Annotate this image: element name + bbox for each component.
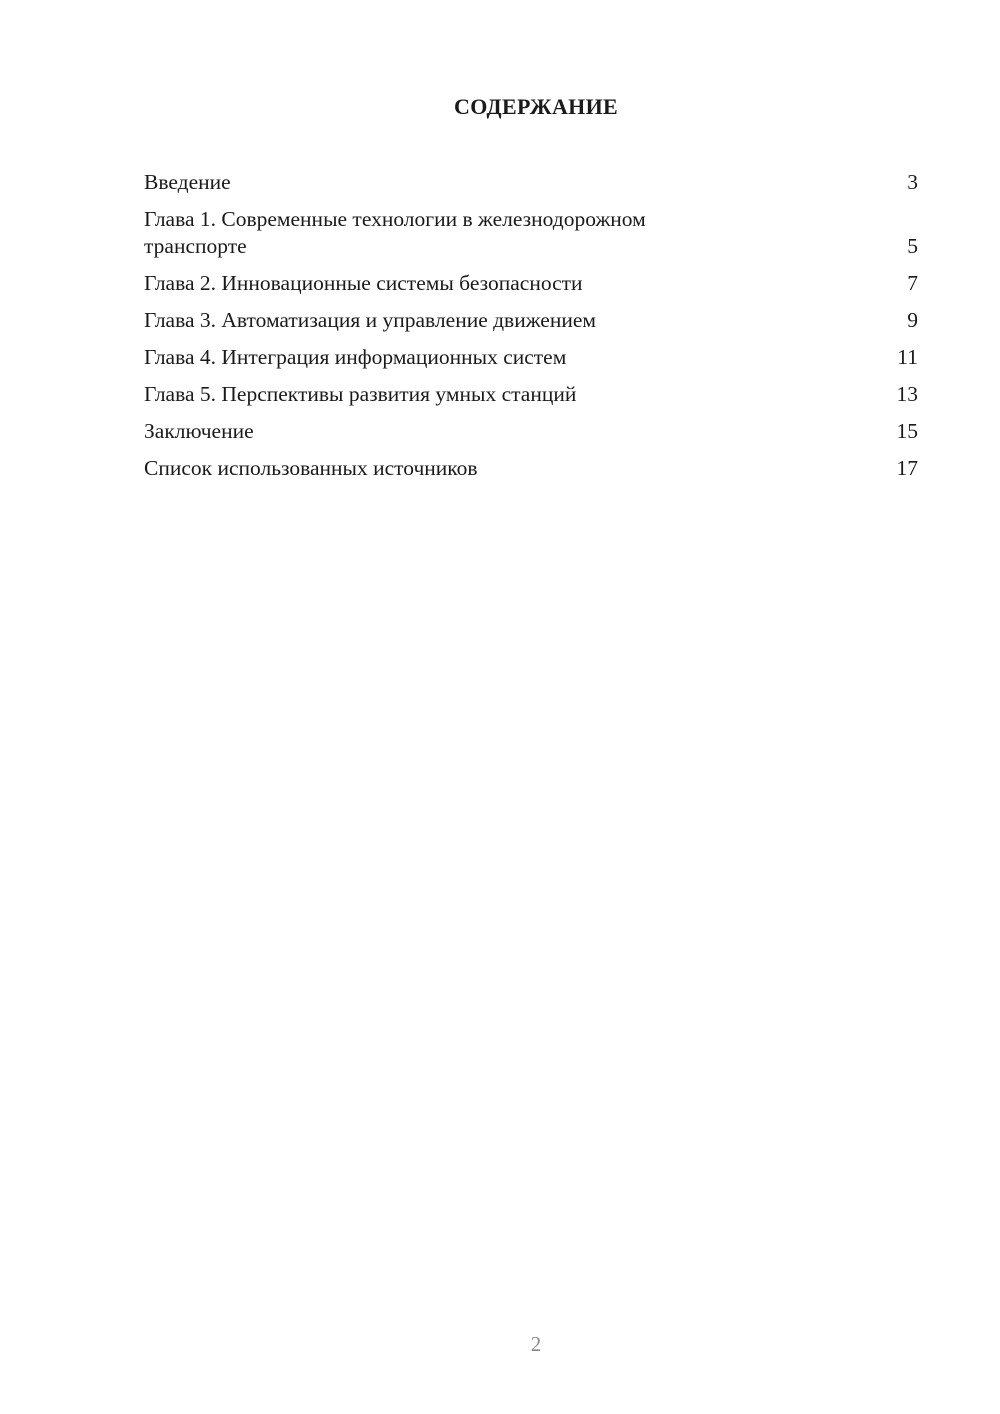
toc-entry [144,169,918,196]
page-number: 2 [530,1332,542,1356]
toc-entry-page: 11 [897,345,918,369]
toc-entry-page: 13 [896,382,918,406]
toc-entry-page: 9 [907,308,918,332]
toc-entry [144,381,918,408]
toc-entry-title: Заключение [144,419,254,443]
toc-entry [144,418,918,445]
toc-entry [144,344,918,371]
toc-entry-page: 17 [896,456,918,480]
toc-entry-page: 5 [907,234,918,258]
page-title: СОДЕРЖАНИЕ [454,94,618,119]
toc-entry-title: Глава 4. Интеграция информационных систем [144,345,567,369]
toc-entry-page: 15 [896,419,918,443]
toc-entry [144,307,918,334]
toc-entry-title: Глава 1. Современные технологии в железнодорожном транспорте [144,207,646,258]
toc-entry-title: Глава 2. Инновационные системы безопасности [144,271,583,295]
toc-entry-title: Введение [144,170,231,194]
toc-entry [144,455,918,482]
toc-entry-title: Глава 5. Перспективы развития умных станций [144,382,577,406]
toc-entry-title: Список использованных источников [144,456,478,480]
toc-entry-page: 7 [907,271,918,295]
table-of-contents [144,169,918,492]
toc-entry [144,270,918,297]
toc-entry-title: Глава 3. Автоматизация и управление движением [144,308,596,332]
toc-entry-page: 3 [907,170,918,194]
toc-entry [144,206,918,260]
